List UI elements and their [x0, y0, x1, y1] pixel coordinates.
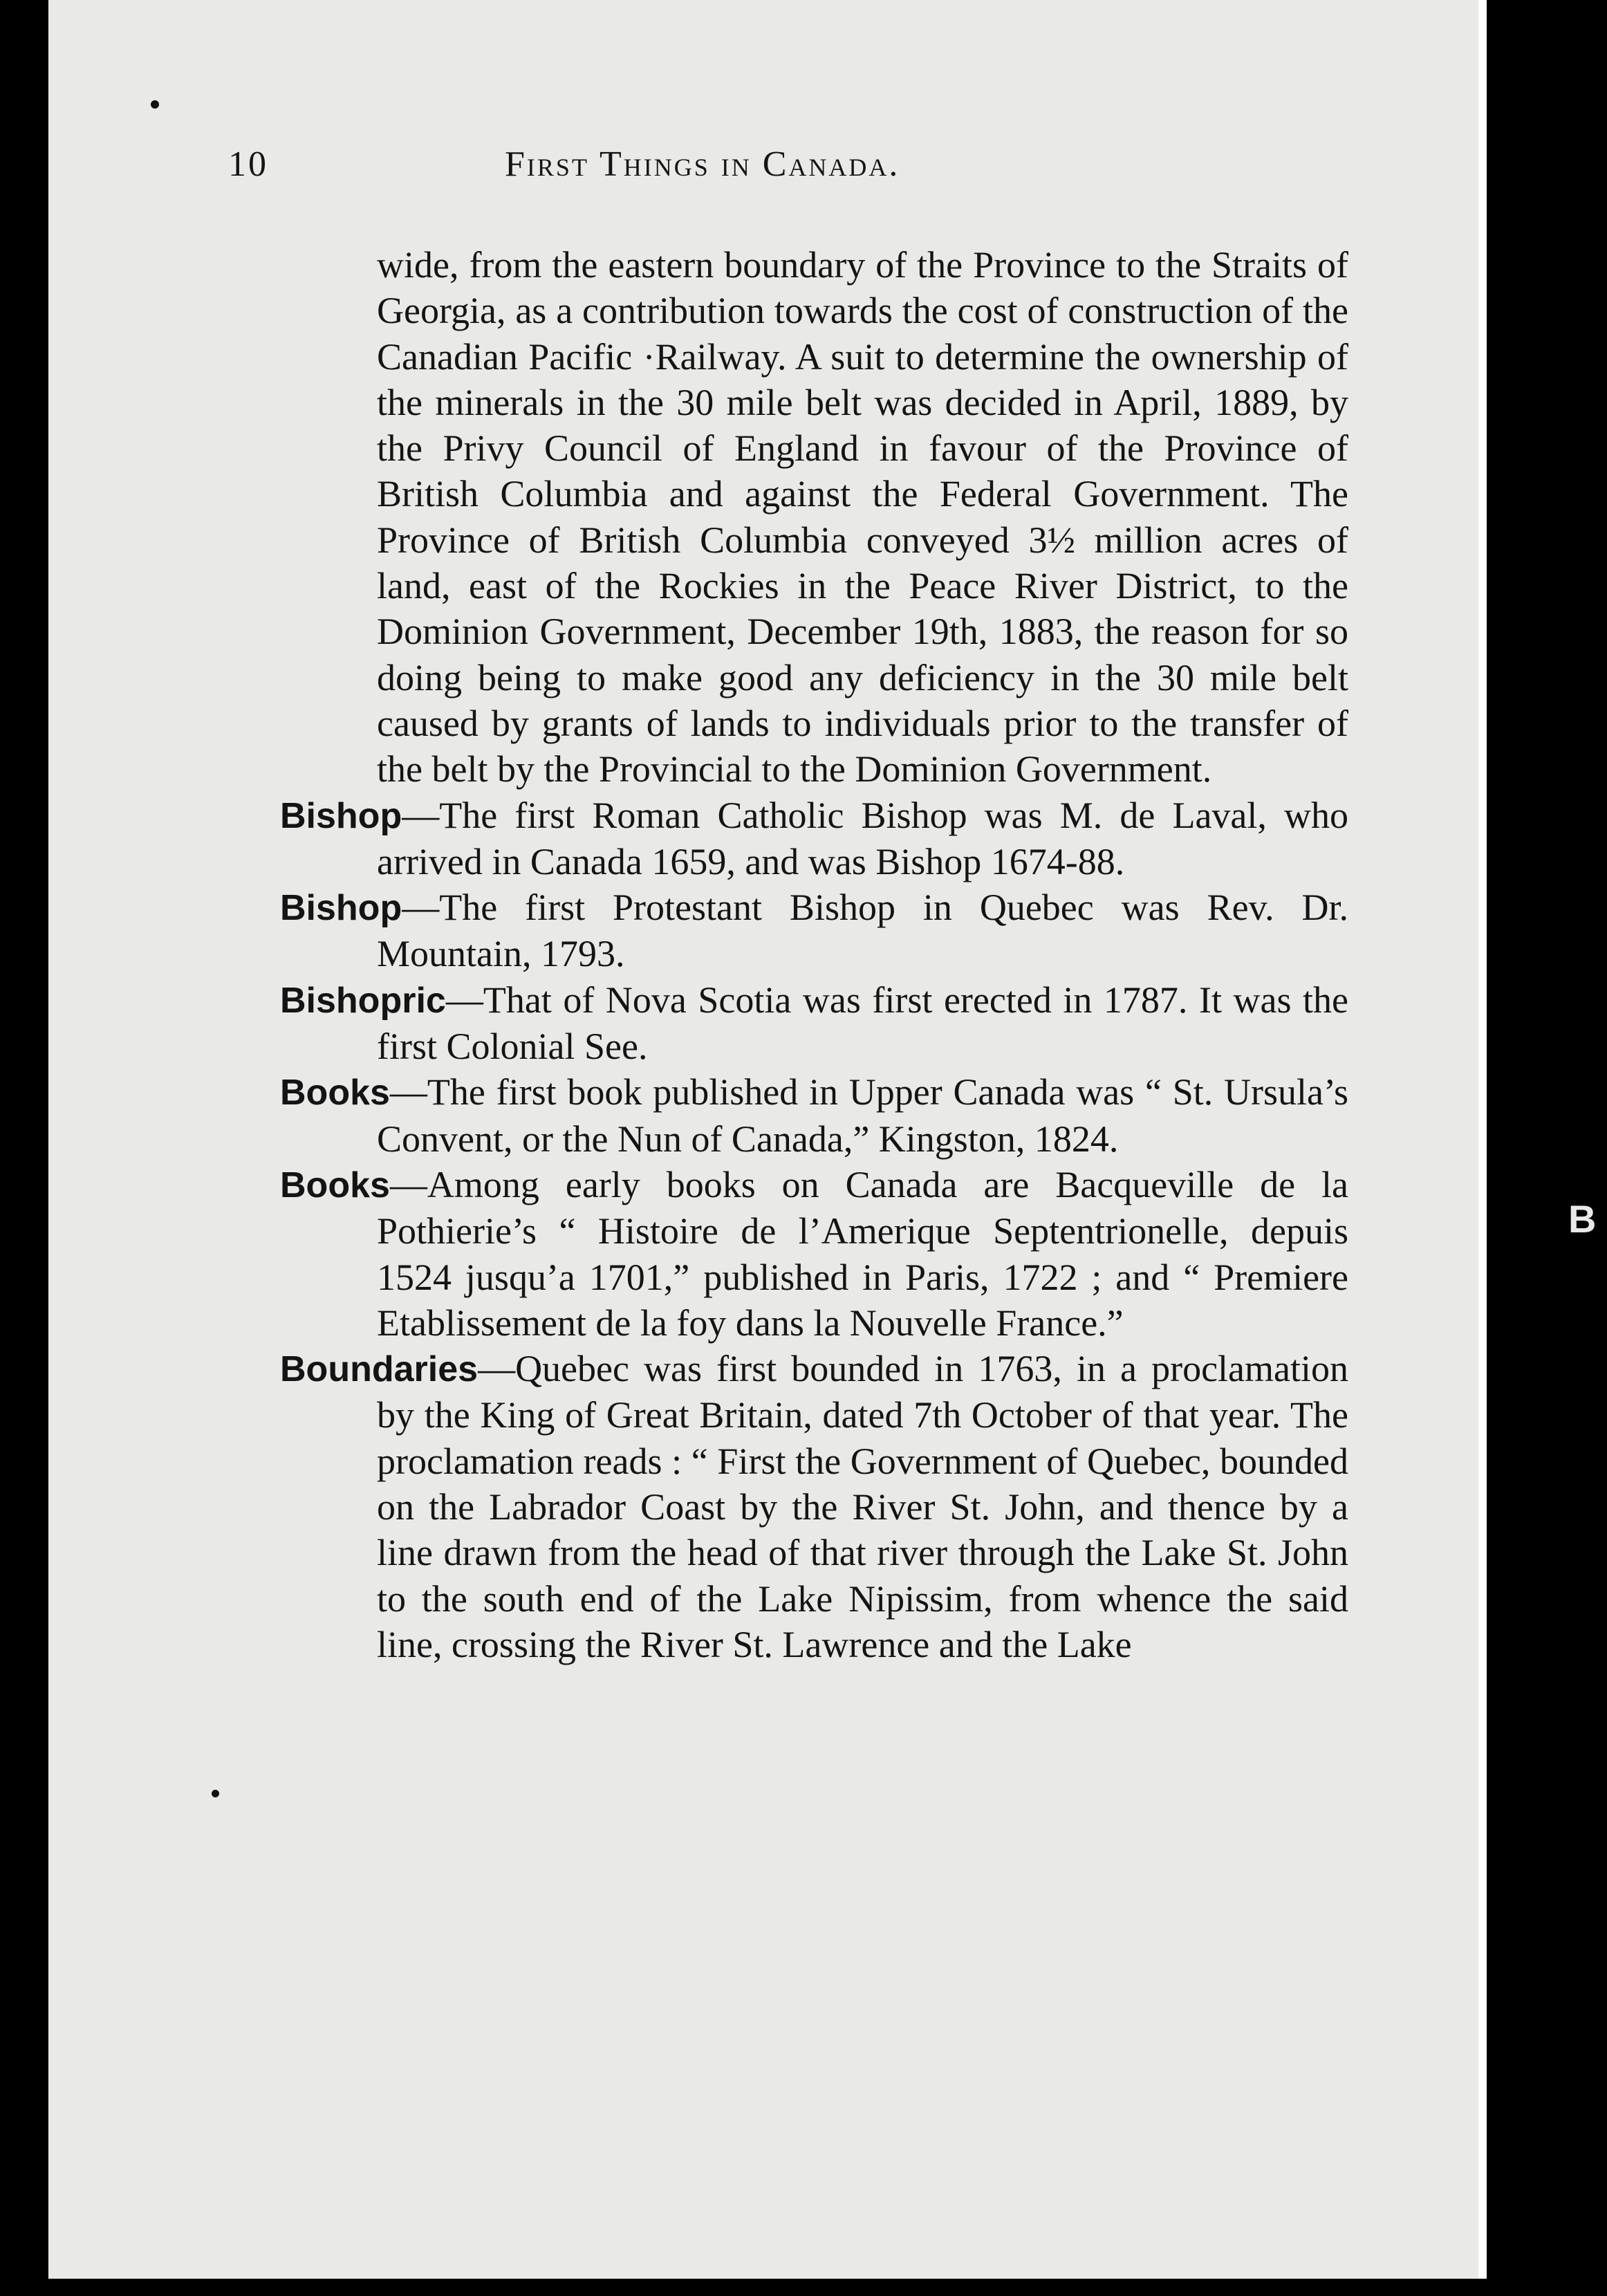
page-body — [280, 242, 1348, 1667]
entry-text: —Among early books on Canada are Bacqueville de la Pothierie’s “ Histoire de l’Amerique Septentrionelle, depuis 1524 jusqu’a 1701,” published in Paris, 1722 ; and “ Premiere Etablissement de la foy dans la Nouvelle France.” — [377, 1163, 1348, 1344]
entry-books-first — [280, 1069, 1348, 1162]
page-number: 10 — [228, 145, 268, 184]
entry-boundaries — [280, 1346, 1348, 1667]
entry-headword: Bishopric — [280, 980, 446, 1021]
running-title: First Things in Canada. — [505, 145, 900, 184]
entry-bishopric — [280, 977, 1348, 1070]
entry-headword: Boundaries — [280, 1349, 479, 1390]
entry-text: —That of Nova Scotia was first erected in 1787. It was the first Colonial See. — [377, 979, 1348, 1068]
entry-text: —The first Protestant Bishop in Quebec was Rev. Dr. Mountain, 1793. — [377, 887, 1348, 975]
entry-bishop-catholic — [280, 793, 1348, 885]
page-edge — [1478, 0, 1487, 2279]
entry-bishop-protestant — [280, 885, 1348, 977]
entry-headword: Bishop — [280, 888, 402, 929]
entry-text: —The first book published in Upper Canada was “ St. Ursula’s Convent, or the Nun of Canada,” Kingston, 1824. — [377, 1071, 1348, 1160]
continuation-paragraph: wide, from the eastern boundary of the Province to the Straits of Georgia, as a contribution towards the cost of construction of the Canadian Pacific ·Railway. A suit to determine the ownership of the minerals in the 30 mile belt was decided in April, 1889, by the Privy Council of England in favour of the Province of British Columbia and against the Federal Government. The Province of British Columbia conveyed 3½ million acres of land, east of the Rockies in the Peace River District, to the Dominion Government, December 19th, 1883, the reason for so doing being to make good any deficiency in the 30 mile belt caused by grants of lands to individuals prior to the transfer of the belt by the Provincial to the Dominion Government. — [377, 244, 1348, 790]
facing-page-letter: B — [1568, 1197, 1597, 1241]
entry-headword: Books — [280, 1165, 390, 1205]
scan-margin — [1487, 0, 1607, 2296]
print-speck — [151, 100, 159, 109]
entry-books-early — [280, 1162, 1348, 1346]
entry-headword: Bishop — [280, 795, 402, 836]
entry-text: —Quebec was first bounded in 1763, in a proclamation by the King of Great Britain, dated 7th October of that year. The proclamation reads : “ First the Government of Quebec, bounded on the Labrador Coast by the River St. John, and thence by a line drawn from the head of that river through the Lake St. John to the south end of the Lake Nipissim, from whence the said line, crossing the River St. Lawrence and the Lake — [377, 1348, 1348, 1665]
entry-text: —The first Roman Catholic Bishop was M. de Laval, who arrived in Canada 1659, and was Bishop 1674-88. — [377, 794, 1348, 882]
print-speck — [212, 1790, 219, 1797]
entry-headword: Books — [280, 1073, 390, 1113]
